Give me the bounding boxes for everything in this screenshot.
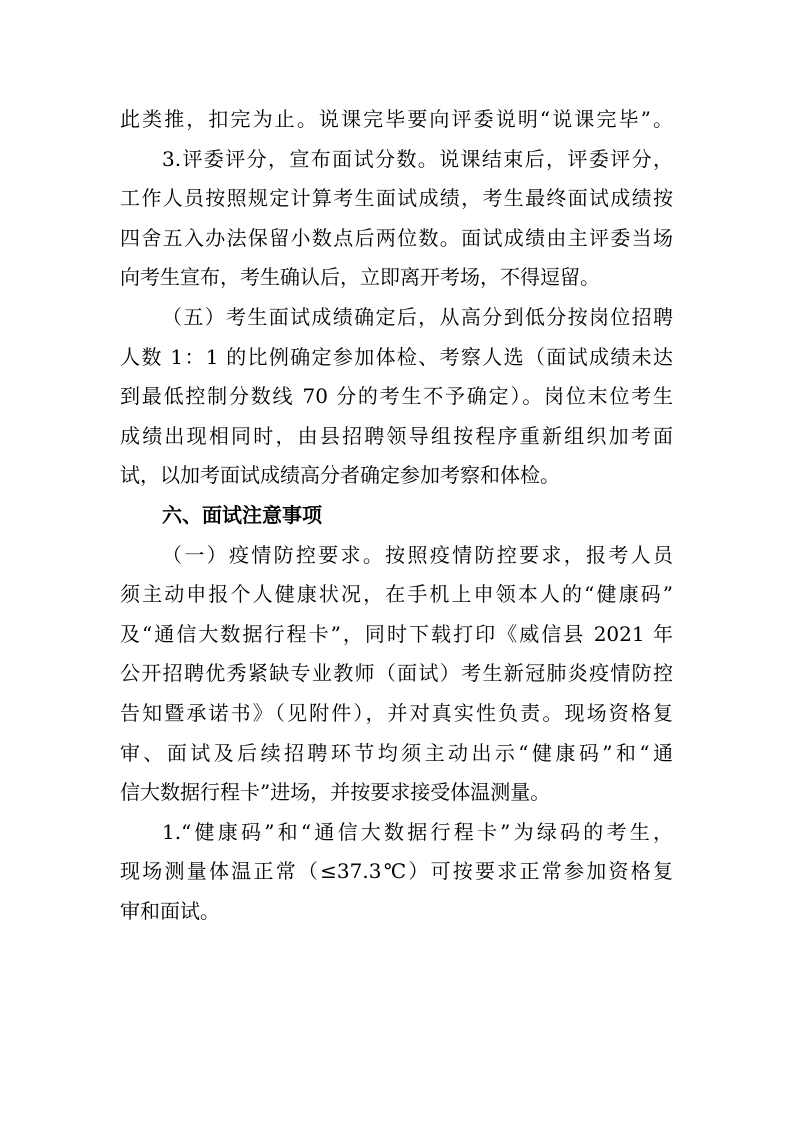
paragraph-start-line: 1.“健康码”和“通信大数据行程卡”为绿码的考生， [162, 819, 673, 844]
text-line: 此类推，扣完为止。说课完毕要向评委说明“说课完毕”。 [120, 107, 673, 131]
text-line: 试，以加考面试成绩高分者确定参加考察和体检。 [120, 463, 560, 488]
text-line: 到最低控制分数线 70 分的考生不予确定）。岗位末位考生 [120, 384, 673, 409]
text-line: 工作人员按照规定计算考生面试成绩，考生最终面试成绩按 [120, 186, 673, 211]
text-line: 成绩出现相同时，由县招聘领导组按程序重新组织加考面 [120, 423, 673, 448]
text-line: 向考生宣布，考生确认后，立即离开考场，不得逗留。 [120, 265, 600, 290]
text-line: 及“通信大数据行程卡”，同时下载打印《威信县 2021 年 [120, 621, 673, 646]
text-line: 审和面试。 [120, 898, 220, 923]
text-line: 审、面试及后续招聘环节均须主动出示“健康码”和“通 [120, 740, 673, 765]
section-heading: 六、面试注意事项 [162, 502, 322, 527]
body-text [120, 100, 673, 931]
paragraph-start-line: （一）疫情防控要求。按照疫情防控要求，报考人员 [162, 542, 673, 567]
text-line: 须主动申报个人健康状况，在手机上申领本人的“健康码” [120, 582, 673, 607]
text-line: 现场测量体温正常（≤37.3℃）可按要求正常参加资格复 [120, 859, 673, 884]
paragraph-start-line: （五）考生面试成绩确定后，从高分到低分按岗位招聘 [162, 304, 673, 329]
text-line: 信大数据行程卡”进场，并按要求接受体温测量。 [120, 780, 551, 805]
paragraph-start-line: 3.评委评分，宣布面试分数。说课结束后，评委评分， [162, 146, 673, 171]
text-line: 告知暨承诺书》（见附件），并对真实性负责。现场资格复 [120, 700, 673, 725]
text-line: 四舍五入办法保留小数点后两位数。面试成绩由主评委当场 [120, 225, 673, 250]
text-line: 公开招聘优秀紧缺专业教师（面试）考生新冠肺炎疫情防控 [120, 661, 673, 686]
text-line: 人数 1：1 的比例确定参加体检、考察人选（面试成绩未达 [120, 344, 673, 369]
